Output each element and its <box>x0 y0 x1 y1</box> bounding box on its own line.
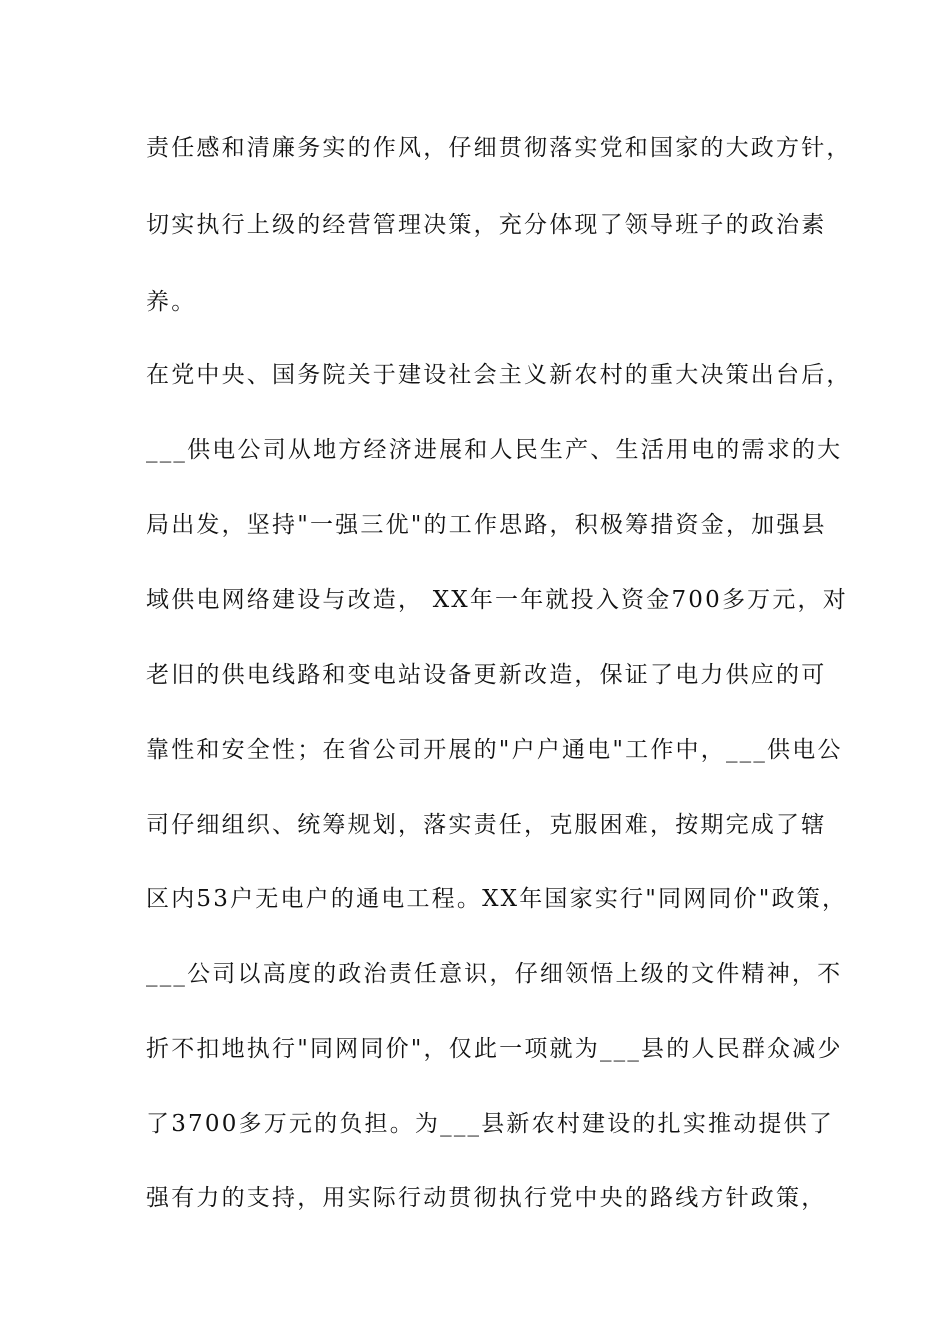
text-line: 局出发，坚持"一强三优"的工作思路，积极筹措资金，加强县 <box>146 512 827 538</box>
text-line: 域供电网络建设与改造， XX年一年就投入资金700多万元，对 <box>146 587 848 613</box>
text-line: 区内53户无电户的通电工程。XX年国家实行"同网同价"政策， <box>146 886 848 912</box>
text-line: 靠性和安全性；在省公司开展的"户户通电"工作中，___供电公 <box>146 737 843 763</box>
text-line: ___供电公司从地方经济进展和人民生产、生活用电的需求的大 <box>146 437 843 463</box>
text-line: ___公司以高度的政治责任意识，仔细领悟上级的文件精神，不 <box>146 961 843 987</box>
text-line: 切实执行上级的经营管理决策，充分体现了领导班子的政治素 <box>146 212 827 238</box>
text-line: 责任感和清廉务实的作风，仔细贯彻落实党和国家的大政方针， <box>146 135 852 161</box>
text-line: 了3700多万元的负担。为___县新农村建设的扎实推动提供了 <box>146 1111 835 1137</box>
text-line: 老旧的供电线路和变电站设备更新改造，保证了电力供应的可 <box>146 662 827 688</box>
text-line: 司仔细组织、统筹规划，落实责任，克服困难，按期完成了辖 <box>146 812 827 838</box>
text-line: 折不扣地执行"同网同价"，仅此一项就为___县的人民群众减少 <box>146 1036 843 1062</box>
text-line: 在党中央、国务院关于建设社会主义新农村的重大决策出台后， <box>146 362 852 388</box>
text-line: 强有力的支持，用实际行动贯彻执行党中央的路线方针政策， <box>146 1185 827 1211</box>
text-line: 养。 <box>146 289 197 315</box>
